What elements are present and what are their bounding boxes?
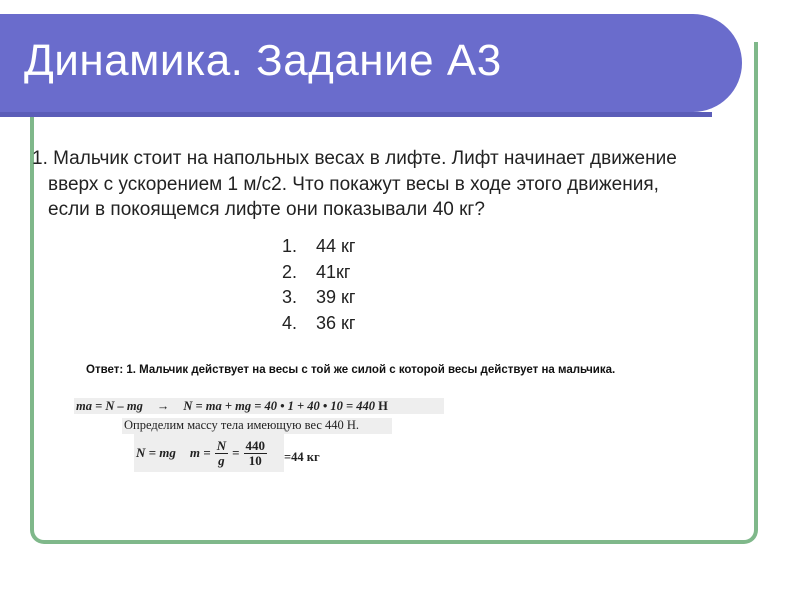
fraction-numerator: 440	[245, 437, 266, 453]
arrow-icon: →	[156, 399, 170, 413]
option-number: 4.	[282, 312, 298, 333]
formula-left: ma = N – mg	[76, 399, 143, 413]
option-item	[282, 260, 355, 286]
option-number: 1.	[282, 236, 298, 256]
mass-result: =44 кг	[284, 450, 320, 464]
option-text: 39 кг	[316, 287, 356, 307]
formula-line	[76, 399, 388, 414]
answer-heading: Ответ: 1. Мальчик действует на весы с той же силой с которой весы действует на мальчика.	[86, 364, 616, 376]
question-line-2: вверх с ускорением 1 м/с2. Что покажут весы в ходе этого движения,	[48, 173, 659, 195]
option-text: 36 кг	[316, 312, 356, 333]
option-text: 41кг	[316, 261, 351, 282]
option-item	[282, 285, 355, 311]
calc-m: m =	[189, 445, 211, 460]
slide-title: Динамика. Задание А3	[24, 36, 502, 85]
answer-options	[282, 234, 355, 336]
option-item	[282, 311, 355, 337]
fraction-numerator: N	[216, 437, 227, 453]
fraction-denominator: g	[218, 452, 225, 468]
fraction-denominator: 10	[248, 452, 262, 468]
question-line-1: 1. Мальчик стоит на напольных весах в лифте. Лифт начинает движение	[32, 148, 677, 169]
mass-note: Определим массу тела имеющую вес 440 Н.	[124, 418, 360, 432]
option-number: 3.	[282, 287, 298, 307]
fraction-440-over-10	[244, 439, 268, 468]
mass-calculation: N = mg m = $\frac{N}{g}$ = $\frac{440}{10}$	[136, 437, 266, 468]
fraction-n-over-g	[215, 439, 228, 468]
calc-left: N = mg	[136, 445, 176, 460]
formula-right: N = ma + mg = 40 • 1 + 40 • 10 = 440	[183, 399, 375, 413]
question-line-3: если в покоящемся лифте они показывали 40 кг?	[48, 199, 485, 220]
question-text	[32, 146, 732, 223]
formula-unit: Н	[374, 399, 388, 413]
title-band-underline	[0, 112, 712, 117]
option-number: 2.	[282, 261, 298, 282]
option-item	[282, 234, 355, 260]
option-text: 44 кг	[316, 236, 356, 256]
